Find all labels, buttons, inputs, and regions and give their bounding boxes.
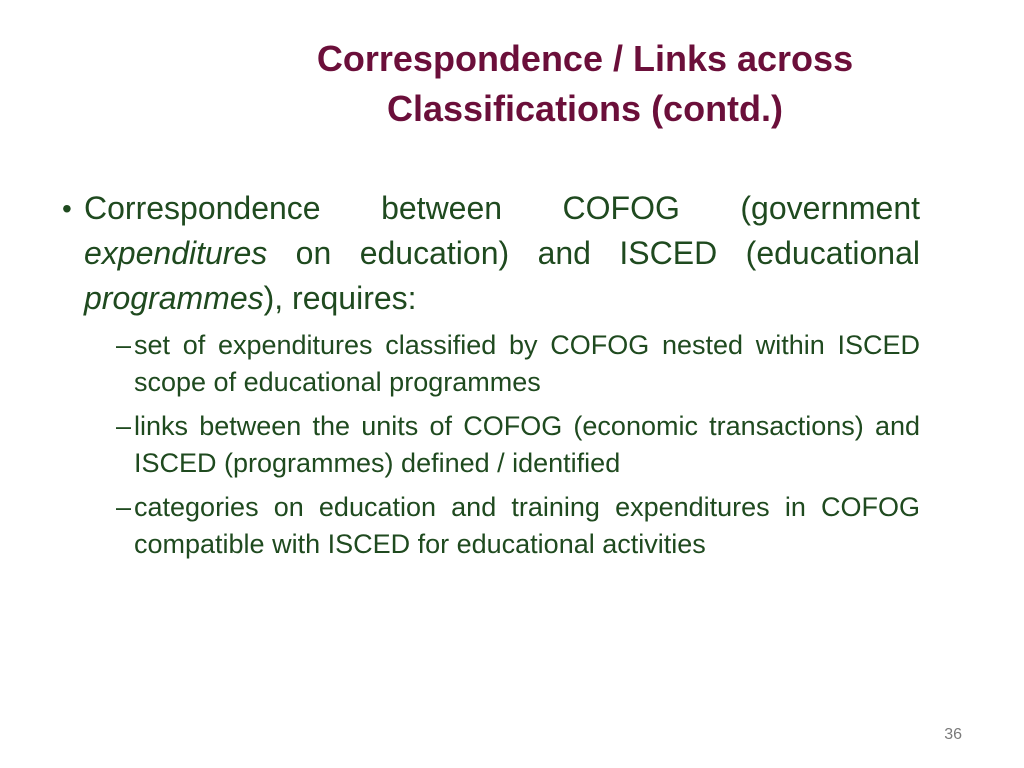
- sub-bullet: [62, 489, 920, 563]
- sub-bullet-text: links between the units of COFOG (economic transactions) and ISCED (programmes) defined / identified: [134, 411, 920, 478]
- main-bullet-text-start: Correspondence between COFOG (government: [84, 190, 920, 226]
- slide-body: [62, 186, 920, 570]
- bullet-marker: •: [62, 193, 72, 224]
- sub-bullet-marker: –: [116, 330, 132, 360]
- sub-bullet-marker: –: [116, 411, 132, 441]
- slide-title: [270, 34, 900, 134]
- sub-bullet-text: set of expenditures classified by COFOG nested within ISCED scope of educational programmes: [134, 330, 920, 397]
- main-bullet: [62, 186, 920, 321]
- main-bullet-italic-programmes: programmes: [84, 280, 264, 316]
- sub-bullet-marker: –: [116, 492, 132, 522]
- sub-bullet: [62, 408, 920, 482]
- page-number: 36: [944, 726, 962, 743]
- main-bullet-italic-expenditures: expenditures: [84, 235, 268, 271]
- main-bullet-text-end: ), requires:: [263, 280, 417, 316]
- sub-bullet-list: [62, 327, 920, 563]
- sub-bullet: [62, 327, 920, 401]
- slide-title-line-2: Classifications (contd.): [386, 88, 784, 129]
- main-bullet-text-middle: on education) and ISCED (educational: [267, 235, 920, 271]
- slide-title-line-1: Correspondence / Links across: [316, 38, 854, 79]
- sub-bullet-text: categories on education and training expenditures in COFOG compatible with ISCED for educational activities: [134, 492, 920, 559]
